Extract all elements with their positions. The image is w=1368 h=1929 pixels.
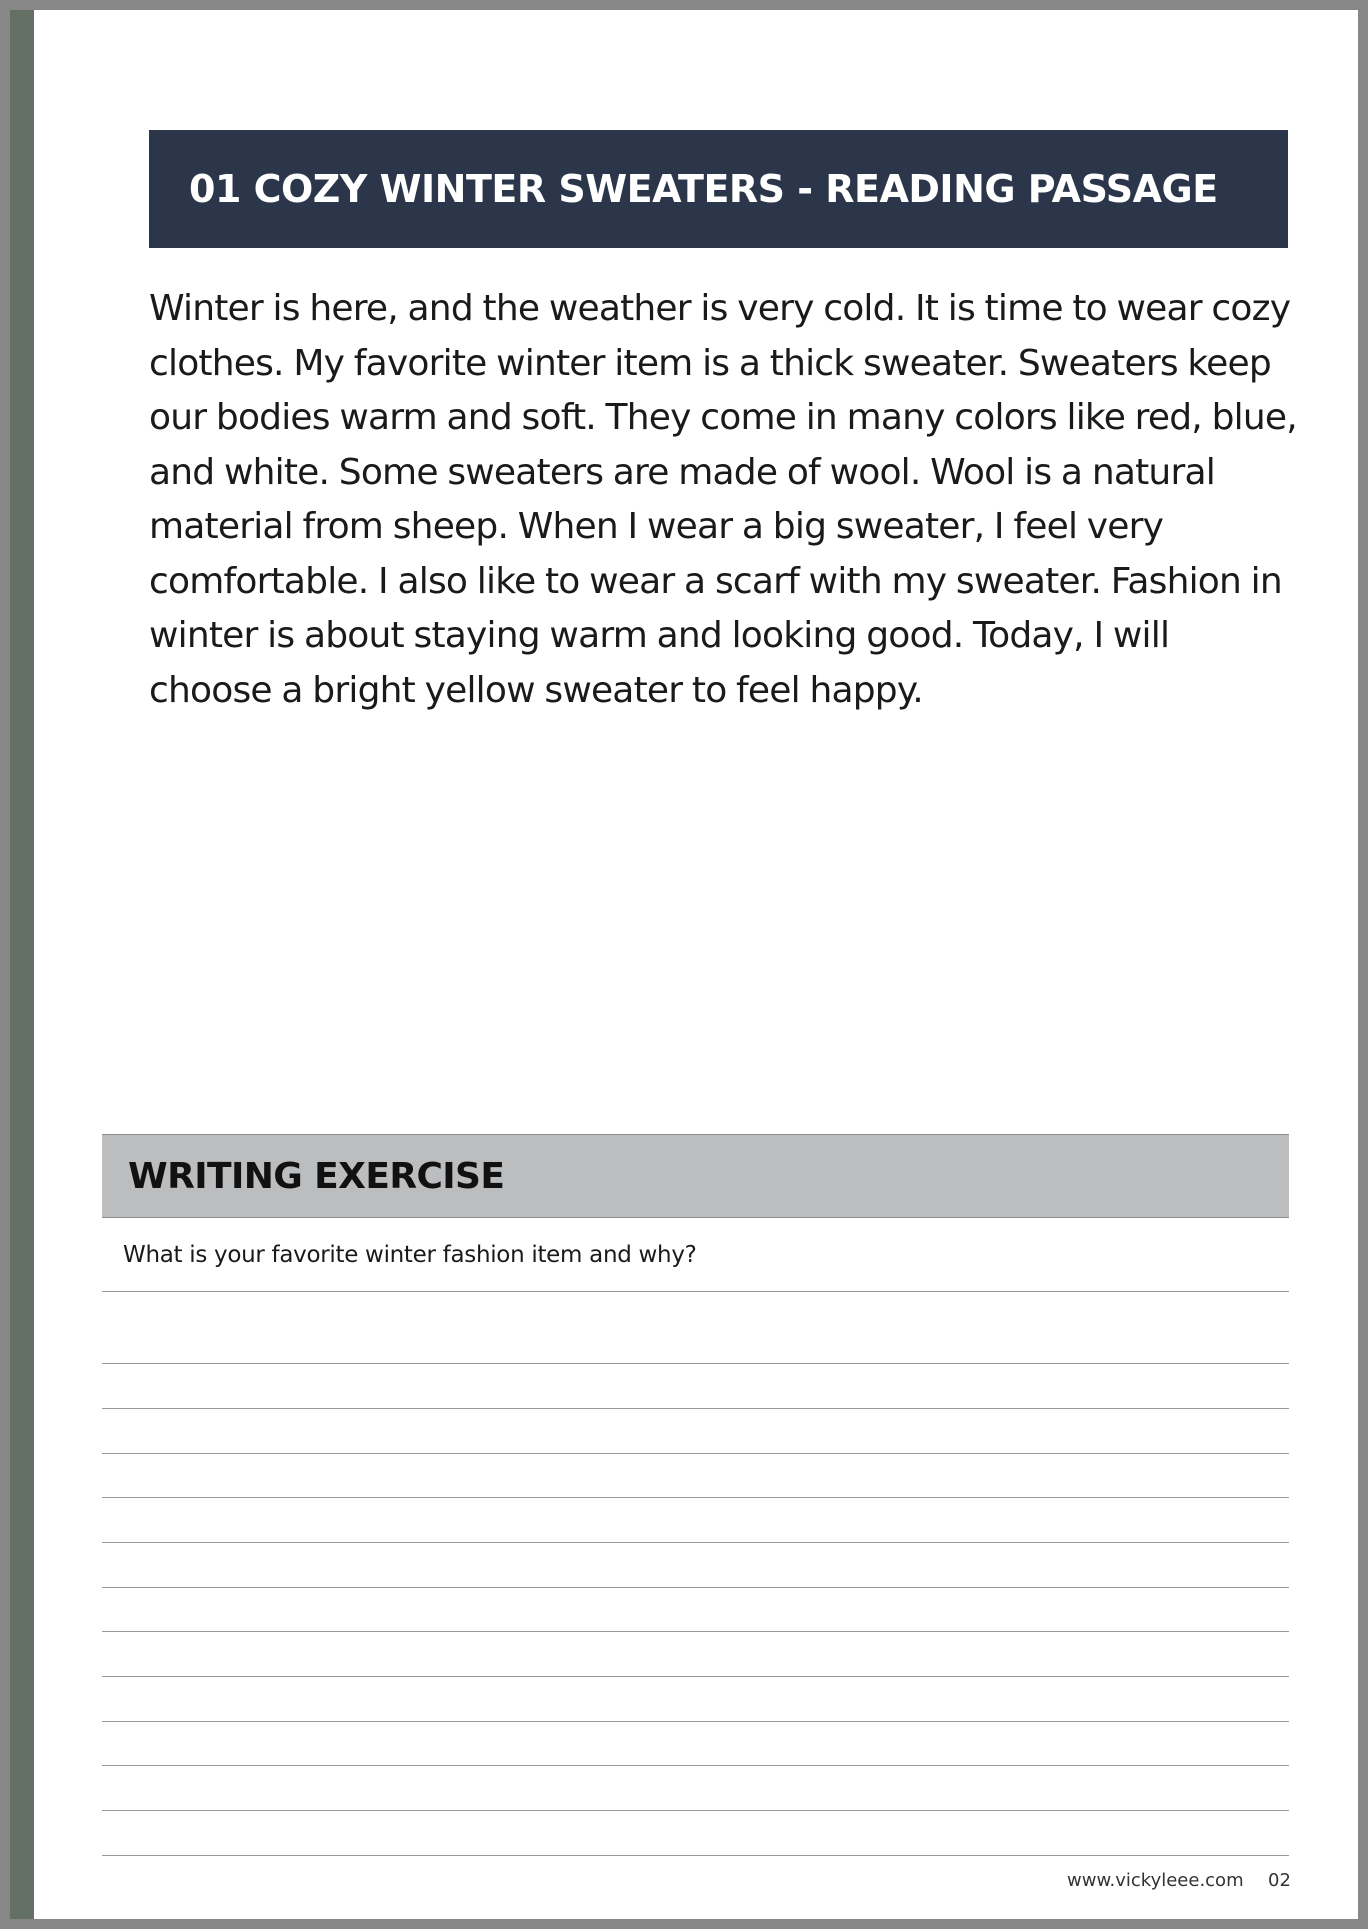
side-accent-bar (10, 10, 34, 1919)
writing-exercise-title: WRITING EXERCISE (128, 1155, 505, 1197)
writing-line[interactable] (102, 1855, 1289, 1856)
worksheet-page (10, 10, 1358, 1919)
writing-prompt: What is your favorite winter fashion item and why? (123, 1242, 697, 1268)
writing-line[interactable] (102, 1810, 1289, 1811)
writing-line[interactable] (102, 1542, 1289, 1543)
writing-line[interactable] (102, 1587, 1289, 1588)
page-number: 02 (1268, 1870, 1291, 1891)
writing-exercise-header (102, 1134, 1289, 1218)
page-title: 01 COZY WINTER SWEATERS - READING PASSAGE (189, 167, 1218, 211)
writing-line[interactable] (102, 1631, 1289, 1632)
writing-line[interactable] (102, 1765, 1289, 1766)
writing-line[interactable] (102, 1497, 1289, 1498)
writing-line[interactable] (102, 1676, 1289, 1677)
reading-passage: Winter is here, and the weather is very cold. It is time to wear cozy clothes. My favorite winter item is a thick sweater. Sweaters keep our bodies warm and soft. They come in many colors like red, blue, and white. Some sweaters are made of wool. Wool is a natural material from sheep. When I wear a big sweater, I feel very comfortable. I also like to wear a scarf with my sweater. Fashion in winter is about staying warm and looking good. Today, I will choose a bright yellow sweater to feel happy. (149, 288, 1297, 711)
footer-website: www.vickyleee.com (1067, 1870, 1244, 1891)
writing-line[interactable] (102, 1721, 1289, 1722)
writing-line (102, 1291, 1289, 1292)
title-banner (149, 130, 1288, 248)
writing-line[interactable] (102, 1408, 1289, 1409)
writing-line[interactable] (102, 1363, 1289, 1364)
writing-line[interactable] (102, 1453, 1289, 1454)
